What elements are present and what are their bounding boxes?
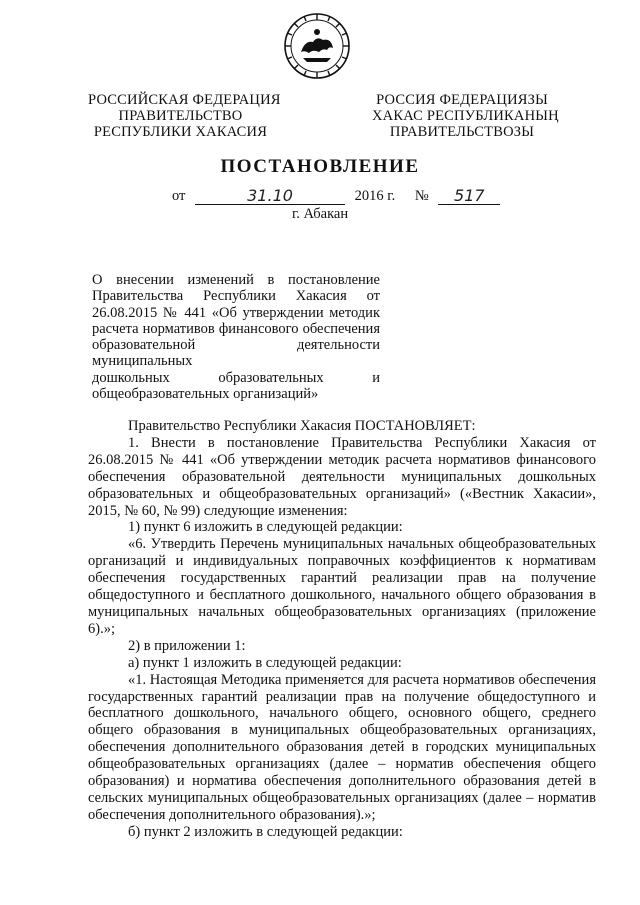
number-label: № xyxy=(414,188,429,204)
body-paragraph: Правительство Республики Хакасия ПОСТАНОВЛЯЕТ: xyxy=(128,418,476,434)
document-body xyxy=(88,418,596,841)
body-paragraph: «6. Утвердить Перечень муниципальных начальных общеобразовательных организаций и индивидуальных поправочных коэффициентов к нормативам обеспечения государственных гарантий реализации прав на получение общедоступного и бесплатного дошкольного, начального общего образования в муниципальных начальных общеобразовательных организациях (приложение 6).»; xyxy=(88,536,596,637)
city-label: г. Абакан xyxy=(292,206,349,222)
header-left-line: ПРАВИТЕЛЬСТВО xyxy=(118,108,243,124)
subject-line: 26.08.2015 № 441 «Об утверждении методик xyxy=(92,304,380,321)
header-right-line: ПРАВИТЕЛЬСТВОЗЫ xyxy=(389,124,535,140)
subject-line: О внесении изменений в постановление xyxy=(92,272,380,288)
body-paragraph: 1. Внести в постановление Правительства Республики Хакасия от 26.08.2015 № 441 «Об утверждении методик расчета нормативов финансового обеспечения образовательной деятельности муниципальных дошкольных образовательных и общеобразовательных организаций» («Вестник Хакасии», 2015, № 60, № 99) следующие изменения: xyxy=(88,434,596,519)
subject-line: Правительства Республики Хакасия от xyxy=(92,288,380,305)
year-label: 2016 г. xyxy=(354,188,396,204)
from-label: от xyxy=(172,188,186,204)
body-paragraph: 2) в приложении 1: xyxy=(128,637,246,654)
header-right-line: ХАКАС РЕСПУБЛИКАНЫҢ xyxy=(372,108,559,124)
subject-line: общеобразовательных организаций» xyxy=(92,386,319,403)
subject-line: расчета нормативов финансового обеспечения xyxy=(92,320,380,337)
header-left-line: РОССИЙСКАЯ ФЕДЕРАЦИЯ xyxy=(88,92,281,108)
document-title: ПОСТАНОВЛЕНИЕ xyxy=(220,156,420,177)
date-number-line xyxy=(172,188,500,205)
body-paragraph: б) пункт 2 изложить в следующей редакции: xyxy=(128,823,403,840)
header-right-block xyxy=(372,92,559,140)
subject-line: образовательной деятельности муниципальных xyxy=(92,337,380,370)
header-right-line: РОССИЯ ФЕДЕРАЦИЯЗЫ xyxy=(376,92,548,108)
subject-line: дошкольных образовательных и xyxy=(92,369,380,386)
subject-block xyxy=(92,272,380,402)
body-paragraph: 1) пункт 6 изложить в следующей редакции: xyxy=(128,519,403,536)
header-left-block xyxy=(88,92,281,140)
coat-of-arms-emblem xyxy=(283,12,351,80)
body-paragraph: «1. Настоящая Методика применяется для расчета нормативов обеспечения государственных гарантий реализации прав на получение общедоступного и бесплатного дошкольного, начального общего, основного общего, среднего общего образования в муниципальных общеобразовательных организациях, обеспечения дополнительного образования детей в городских муниципальных общеобразовательных организациях (далее – норматив обеспечения общего образования) и норматива обеспечения дополнительного образования детей в сельских муниципальных общеобразовательных организациях (далее – норматив обеспечения дополнительного образования).»; xyxy=(88,671,596,823)
handwritten-date: 31.10 xyxy=(195,188,345,205)
header-left-line: РЕСПУБЛИКИ ХАКАСИЯ xyxy=(93,124,268,140)
body-paragraph: а) пункт 1 изложить в следующей редакции: xyxy=(128,654,402,671)
handwritten-number: 517 xyxy=(438,188,500,205)
